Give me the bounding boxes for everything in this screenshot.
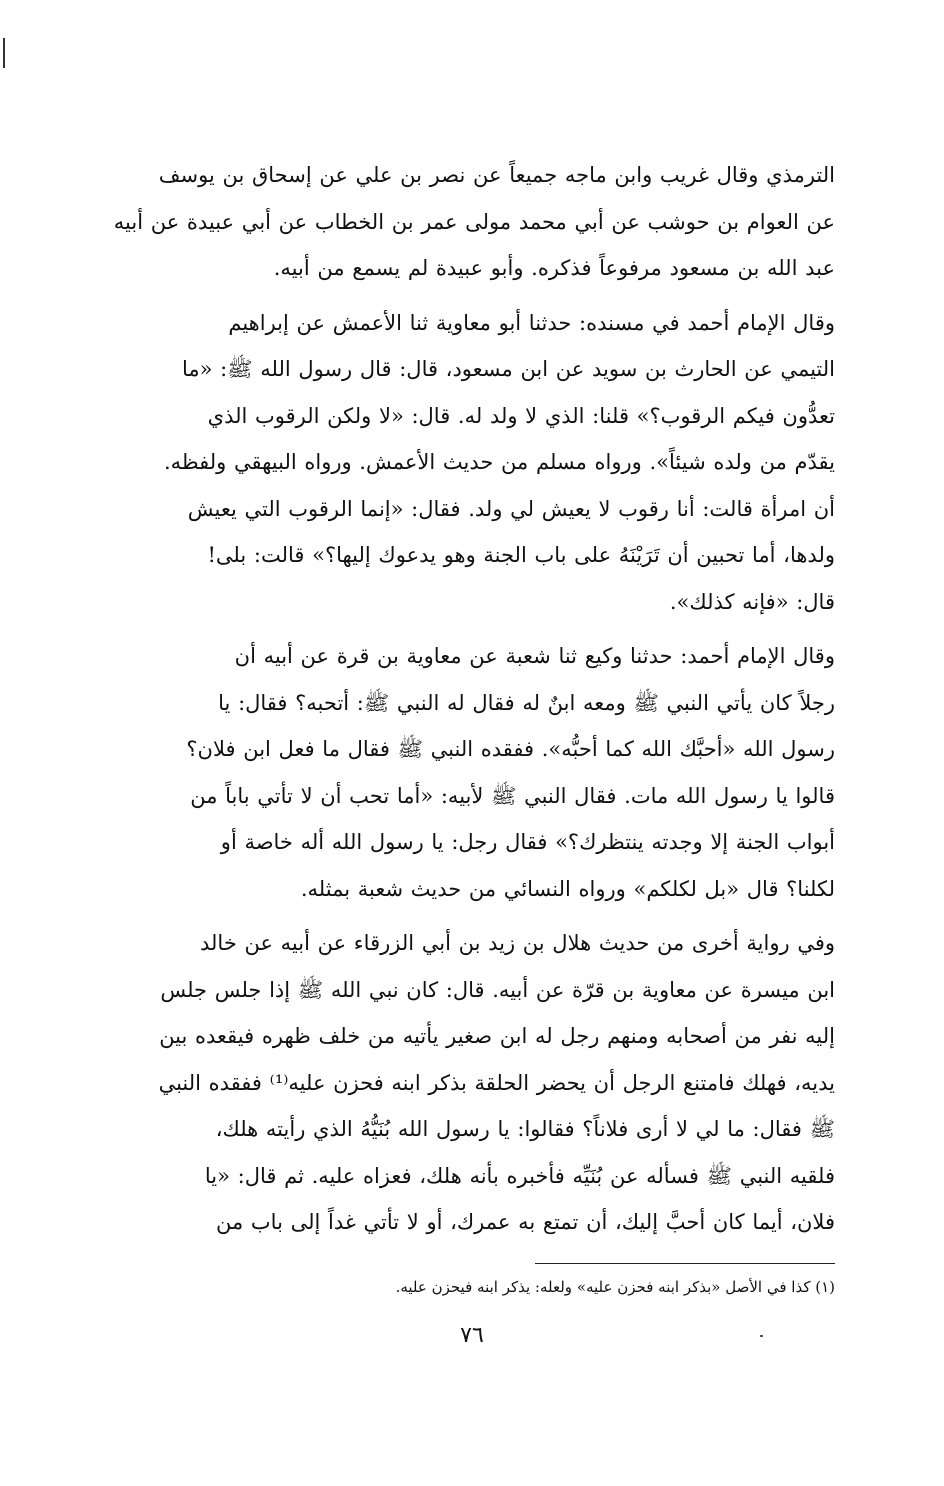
text-line: رسول الله «أحبَّك الله كما أحبُّه». ففقده النبي ﷺ فقال ما فعل ابن فلان؟ (186, 737, 835, 761)
text-line: التيمي عن الحارث بن سويد عن ابن مسعود، قال: قال رسول الله ﷺ: «ما (181, 357, 835, 381)
text-line: فلقيه النبي ﷺ فسأله عن بُنَيِّه فأخبره بأنه هلك، فعزاه عليه. ثم قال: «يا (204, 1163, 835, 1188)
paragraph-3 (90, 633, 835, 912)
text-line: قالوا يا رسول الله مات. فقال النبي ﷺ لأبيه: «أما تحب أن لا تأتي باباً من (190, 783, 835, 808)
text-line: عبد الله بن مسعود مرفوعاً فذكره. وأبو عبيدة لم يسمع من أبيه. (273, 256, 835, 280)
text-line: عن العوام بن حوشب عن أبي محمد مولى عمر بن الخطاب عن أبي عبيدة عن أبيه (113, 209, 835, 234)
text-line: وفي رواية أخرى من حديث هلال بن زيد بن أبي الزرقاء عن أبيه عن خالد (200, 931, 835, 955)
text-line: تعدُّون فيكم الرقوب؟» قلنا: الذي لا ولد له. قال: «لا ولكن الرقوب الذي (207, 403, 835, 428)
text-line: لكلنا؟ قال «بل لكلكم» ورواه النسائي من حديث شعبة بمثله. (300, 876, 835, 901)
text-line: الترمذي وقال غريب وابن ماجه جميعاً عن نصر بن علي عن إسحاق بن يوسف (158, 163, 835, 187)
paragraph-1 (90, 152, 835, 292)
text-line: وقال الإمام أحمد: حدثنا وكيع ثنا شعبة عن معاوية بن قرة عن أبيه أن (234, 644, 835, 668)
scan-edge-mark (3, 38, 5, 68)
text-line: فلان، أيما كان أحبَّ إليك، أن تمتع به عمرك، أو لا تأتي غداً إلى باب من (216, 1210, 835, 1234)
text-line: قال: «فإنه كذلك». (669, 589, 835, 614)
text-line: ولدها، أما تحبين أن تَرَيْنَهُ على باب الجنة وهو يدعوك إليها؟» قالت: بلى! (207, 543, 835, 567)
text-line: يقدّم من ولده شيئاً». ورواه مسلم من حديث الأعمش. ورواه البيهقي ولفظه. (163, 450, 835, 474)
text-line: رجلاً كان يأتي النبي ﷺ ومعه ابنٌ له فقال له النبي ﷺ: أتحبه؟ فقال: يا (218, 690, 835, 715)
main-text (90, 152, 835, 1246)
text-line: أن امرأة قالت: أنا رقوب لا يعيش لي ولد. فقال: «إنما الرقوب التي يعيش (187, 496, 835, 521)
footnote: (١) كذا في الأصل «بذكر ابنه فحزن عليه» ولعله: يذكر ابنه فيحزن عليه. (395, 1278, 835, 1296)
text-line: إليه نفر من أصحابه ومنهم رجل له ابن صغير يأتيه من خلف ظهره فيقعده بين (159, 1024, 835, 1048)
text-line: ابن ميسرة عن معاوية بن قرّة عن أبيه. قال: كان نبي الله ﷺ إذا جلس جلس (160, 977, 835, 1002)
text-line: ﷺ فقال: ما لي لا أرى فلاناً؟ فقالوا: يا رسول الله بُنَيُّهُ الذي رأيته هلك، (215, 1117, 835, 1141)
text-line: يديه، فهلك فامتنع الرجل أن يحضر الحلقة بذكر ابنه فحزن عليه⁽¹⁾ ففقده النبي (158, 1070, 835, 1095)
paragraph-4 (90, 920, 835, 1246)
footnote-divider (535, 1263, 835, 1264)
page-number: ٧٦ (460, 1323, 484, 1348)
text-line: وقال الإمام أحمد في مسنده: حدثنا أبو معاوية ثنا الأعمش عن إبراهيم (228, 310, 835, 335)
paragraph-2 (90, 300, 835, 626)
text-line: أبواب الجنة إلا وجدته ينتظرك؟» فقال رجل: يا رسول الله أله خاصة أو (220, 830, 835, 854)
